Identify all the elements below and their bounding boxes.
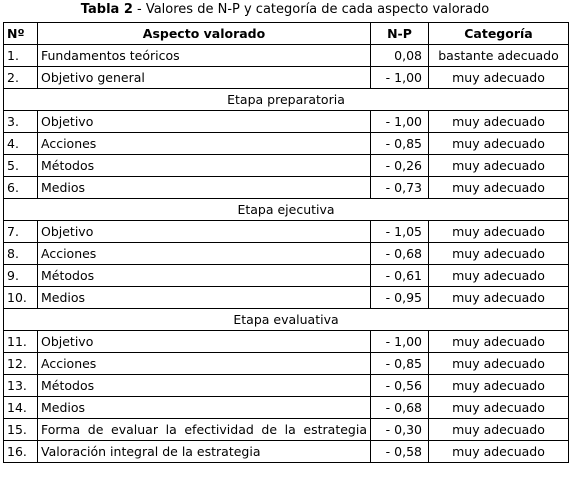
table-row xyxy=(4,243,569,265)
row-category: muy adecuado xyxy=(429,221,569,243)
row-aspect: Fundamentos teóricos xyxy=(38,45,371,67)
header-category: Categoría xyxy=(429,23,569,45)
row-category: muy adecuado xyxy=(429,265,569,287)
table-row xyxy=(4,45,569,67)
row-category: muy adecuado xyxy=(429,331,569,353)
row-np-value: - 0,68 xyxy=(371,397,429,419)
row-np-value: - 0,58 xyxy=(371,441,429,463)
table-row xyxy=(4,441,569,463)
table-row xyxy=(4,111,569,133)
table-row xyxy=(4,419,569,441)
row-aspect: Medios xyxy=(38,287,371,309)
row-np-value: 0,08 xyxy=(371,45,429,67)
row-np-value: - 0,61 xyxy=(371,265,429,287)
row-np-value: - 1,00 xyxy=(371,331,429,353)
row-aspect: Acciones xyxy=(38,243,371,265)
row-number: 2. xyxy=(4,67,38,89)
row-np-value: - 0,85 xyxy=(371,133,429,155)
row-category: muy adecuado xyxy=(429,155,569,177)
row-number: 15. xyxy=(4,419,38,441)
row-aspect: Objetivo general xyxy=(38,67,371,89)
row-number: 13. xyxy=(4,375,38,397)
row-number: 4. xyxy=(4,133,38,155)
row-np-value: - 0,26 xyxy=(371,155,429,177)
row-aspect: Acciones xyxy=(38,353,371,375)
table-row xyxy=(4,331,569,353)
row-number: 10. xyxy=(4,287,38,309)
row-aspect: Medios xyxy=(38,177,371,199)
row-np-value: - 0,68 xyxy=(371,243,429,265)
table-caption xyxy=(0,0,570,22)
row-number: 1. xyxy=(4,45,38,67)
table-row xyxy=(4,133,569,155)
row-np-value: - 1,00 xyxy=(371,111,429,133)
table-row xyxy=(4,397,569,419)
table-row xyxy=(4,353,569,375)
table-row xyxy=(4,67,569,89)
row-number: 11. xyxy=(4,331,38,353)
row-number: 14. xyxy=(4,397,38,419)
stage-row xyxy=(4,89,569,111)
row-number: 5. xyxy=(4,155,38,177)
row-np-value: - 0,95 xyxy=(371,287,429,309)
row-category: bastante adecuado xyxy=(429,45,569,67)
row-np-value: - 0,56 xyxy=(371,375,429,397)
table-row xyxy=(4,177,569,199)
row-aspect: Métodos xyxy=(38,375,371,397)
row-np-value: - 0,73 xyxy=(371,177,429,199)
header-aspect: Aspecto valorado xyxy=(38,23,371,45)
row-number: 16. xyxy=(4,441,38,463)
row-aspect: Acciones xyxy=(38,133,371,155)
table-row xyxy=(4,265,569,287)
row-category: muy adecuado xyxy=(429,397,569,419)
stage-label: Etapa ejecutiva xyxy=(4,199,569,221)
row-aspect: Métodos xyxy=(38,155,371,177)
row-np-value: - 0,30 xyxy=(371,419,429,441)
row-number: 7. xyxy=(4,221,38,243)
stage-label: Etapa preparatoria xyxy=(4,89,569,111)
row-category: muy adecuado xyxy=(429,287,569,309)
row-aspect: Métodos xyxy=(38,265,371,287)
row-category: muy adecuado xyxy=(429,111,569,133)
row-number: 8. xyxy=(4,243,38,265)
stage-row xyxy=(4,309,569,331)
row-category: muy adecuado xyxy=(429,353,569,375)
stage-label: Etapa evaluativa xyxy=(4,309,569,331)
row-category: muy adecuado xyxy=(429,419,569,441)
row-aspect: Objetivo xyxy=(38,221,371,243)
row-aspect: Medios xyxy=(38,397,371,419)
table-row xyxy=(4,375,569,397)
row-np-value: - 0,85 xyxy=(371,353,429,375)
table-row xyxy=(4,287,569,309)
row-number: 9. xyxy=(4,265,38,287)
header-np: N-P xyxy=(371,23,429,45)
row-aspect: Objetivo xyxy=(38,331,371,353)
row-category: muy adecuado xyxy=(429,375,569,397)
row-aspect: Valoración integral de la estrategia xyxy=(38,441,371,463)
row-number: 12. xyxy=(4,353,38,375)
row-number: 3. xyxy=(4,111,38,133)
row-category: muy adecuado xyxy=(429,441,569,463)
row-np-value: - 1,05 xyxy=(371,221,429,243)
row-category: muy adecuado xyxy=(429,243,569,265)
row-np-value: - 1,00 xyxy=(371,67,429,89)
table-row xyxy=(4,155,569,177)
row-category: muy adecuado xyxy=(429,67,569,89)
row-category: muy adecuado xyxy=(429,133,569,155)
row-number: 6. xyxy=(4,177,38,199)
header-row xyxy=(4,23,569,45)
values-table xyxy=(3,22,569,463)
header-num: Nº xyxy=(4,23,38,45)
caption-label: Tabla 2 xyxy=(80,2,133,17)
row-aspect: Forma de evaluar la efectividad de la estrategia xyxy=(38,419,371,441)
row-category: muy adecuado xyxy=(429,177,569,199)
caption-text: - Valores de N-P y categoría de cada aspecto valorado xyxy=(132,2,490,17)
stage-row xyxy=(4,199,569,221)
table-body xyxy=(4,45,569,463)
row-aspect: Objetivo xyxy=(38,111,371,133)
table-row xyxy=(4,221,569,243)
